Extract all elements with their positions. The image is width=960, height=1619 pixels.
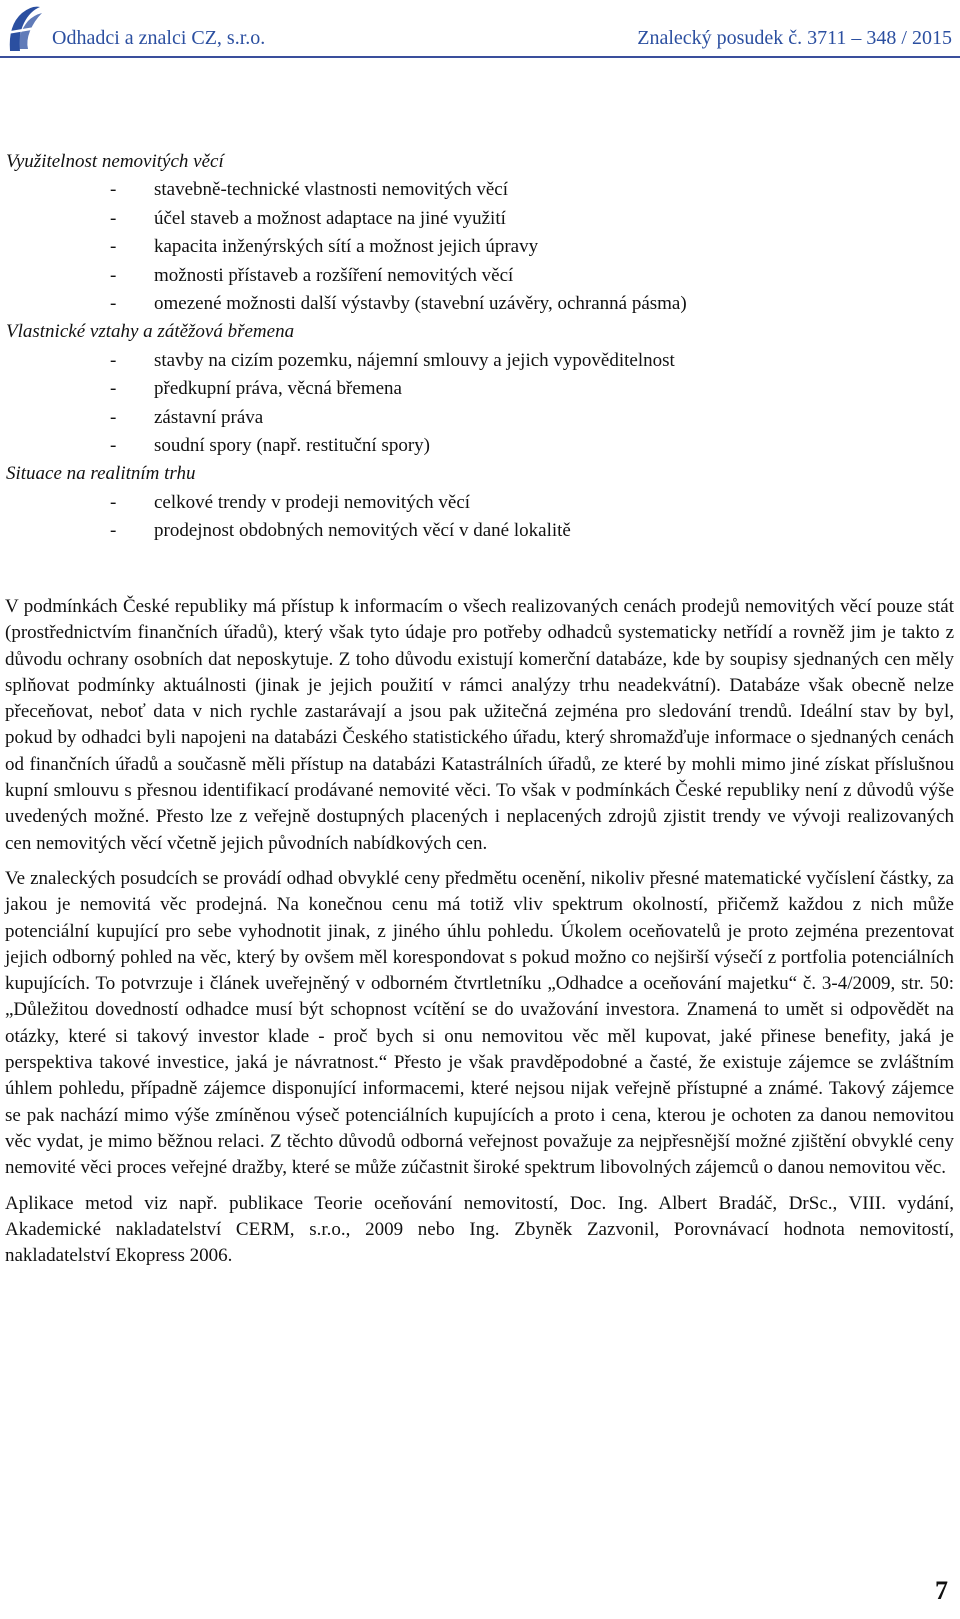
list-item-text: zástavní práva <box>154 406 264 428</box>
bullet-dash: - <box>110 378 117 400</box>
bullet-dash: - <box>110 520 117 542</box>
list-item <box>6 517 946 545</box>
list-item-text: předkupní práva, věcná břemena <box>154 378 402 400</box>
bullet-dash: - <box>110 293 117 315</box>
bullet-dash: - <box>110 349 117 371</box>
list-item <box>6 375 946 403</box>
list-item-text: stavebně-technické vlastnosti nemovitých věcí <box>154 179 509 201</box>
company-logo-icon <box>4 3 44 53</box>
criteria-list <box>6 148 946 546</box>
list-item-text: soudní spory (např. restituční spory) <box>154 435 430 457</box>
bullet-dash: - <box>110 491 117 513</box>
list-item-text: možnosti přístaveb a rozšíření nemovitých věcí <box>154 264 514 286</box>
list-item <box>6 176 946 204</box>
list-item <box>6 489 946 517</box>
bullet-dash: - <box>110 207 117 229</box>
list-item <box>6 233 946 261</box>
list-item <box>6 404 946 432</box>
list-item <box>6 290 946 318</box>
list-item <box>6 205 946 233</box>
paragraph: Aplikace metod viz např. publikace Teorie oceňování nemovitostí, Doc. Ing. Albert Bradáč, DrSc., VIII. vydání, Akademické nakladatelství CERM, s.r.o., 2009 nebo Ing. Zbyněk Zazvonil, Porovnávací hodnota nemovitostí, nakladatelství Ekopress 2006. <box>5 1192 954 1267</box>
bullet-dash: - <box>110 406 117 428</box>
list-item <box>6 262 946 290</box>
section-heading: Využitelnost nemovitých věcí <box>6 151 224 172</box>
list-item <box>6 432 946 460</box>
bullet-dash: - <box>110 179 117 201</box>
section-heading: Vlastnické vztahy a zátěžová břemena <box>6 321 295 343</box>
bullet-dash: - <box>110 435 117 457</box>
body-text <box>5 594 954 1269</box>
header-divider <box>0 56 960 58</box>
bullet-dash: - <box>110 264 117 286</box>
list-item-text: celkové trendy v prodeji nemovitých věcí <box>154 491 471 513</box>
list-item-text: stavby na cizím pozemku, nájemní smlouvy a jejich vypověditelnost <box>154 349 675 371</box>
paragraph: Ve znaleckých posudcích se provádí odhad obvyklé ceny předmětu ocenění, nikoliv přesné matematické vyčíslení částky, za jakou je nemovitá věc prodejná. Na konečnou cenu má totiž vliv spektrum okolností, přičemž každou z nich může potenciální kupující pro sebe vyhodnotit jinak, z jiného úhlu pohledu. Úkolem oceňovatelů je proto zejména prezentovat jejich odborný pohled na věc, který by ovšem měl korespondovat s pokud možno co nejširší výsečí z portfolia potenciálních kupujících. To potvrzuje i článek uveřejněný v odborném čtvrtletníku „Odhadce a oceňování majetku“ č. 3-4/2009, str. 50: „Důležitou dovedností odhadce musí být schopnost vcítění se do uvažování investora. Znamená to umět si odpovědět na otázky, které si takový investor klade - proč bych si onu nemovitou věc měl kupovat, jaké přinese benefity, jaká je perspektiva takové investice, jaká je návratnost.“ Přesto je však pravděpodobné a časté, že existuje zájemce se zvláštním úhlem pohledu, případně zájemce disponující informacemi, které nejsou nijak veřejně přístupné a známé. Takový zájemce se pak nachází mimo výše zmíněnou výseč potenciálních kupujících a proto i cena, kterou je ochoten za danou nemovitou věc vydat, je mimo běžnou relaci. Z těchto důvodů odborná veřejnost považuje za nejpřesnější možné zjištění obvyklé ceny nemovité věci proces veřejné dražby, které se může zúčastnit široké spektrum libovolných zájemců o danou nemovitou věc. <box>5 867 954 1179</box>
list-item-text: prodejnost obdobných nemovitých věcí v dané lokalitě <box>154 520 571 542</box>
section-heading: Situace na realitním trhu <box>6 463 196 485</box>
bullet-dash: - <box>110 236 117 258</box>
paragraph: V podmínkách České republiky má přístup k informacím o všech realizovaných cenách prodejů nemovitých věcí pouze stát (prostřednictvím finančních úřadů), který však tyto údaje pro potřeby odhadců systematicky netřídí a rovněž jim je takto z důvodu ochrany osobních dat neposkytuje. Z toho důvodu existují komerční databáze, kde by soupisy sjednaných cen měly splňovat podmínky aktuálnosti (jinak je jejich použití v rámci analýzy trhu neadekvátní). Databáze však obecně nelze přeceňovat, neboť data v nich rychle zastarávají a jsou pak užitečná zejména pro sledování trendů. Ideální stav by byl, pokud by odhadci byli napojeni na databázi Českého statistického úřadu, který shromažďuje informace o sjednaných cenách od finančních úřadů a současně měli přístup na databázi Katastrálních úřadů, ze které by mohli mimo jiné získat příslušnou kupní smlouvu s přesnou identifikací prodávané nemovité věci. To však v podmínkách České republiky není z důvodů výše uvedených možné. Přesto lze z veřejně dostupných placených i neplacených zdrojů zjistit trendy ve vývoji realizovaných cen nemovitých věcí včetně jejich původních nabídkových cen. <box>5 596 954 854</box>
list-item-text: účel staveb a možnost adaptace na jiné využití <box>154 207 506 229</box>
company-name: Odhadci a znalci CZ, s.r.o. <box>52 27 266 49</box>
page-number: 7 <box>935 1576 948 1605</box>
document-reference: Znalecký posudek č. 3711 – 348 / 2015 <box>637 27 952 49</box>
list-item-text: omezené možnosti další výstavby (stavební uzávěry, ochranná pásma) <box>154 293 687 315</box>
page-header <box>0 0 960 58</box>
list-item-text: kapacita inženýrských sítí a možnost jejich úpravy <box>154 236 539 258</box>
list-item <box>6 347 946 375</box>
